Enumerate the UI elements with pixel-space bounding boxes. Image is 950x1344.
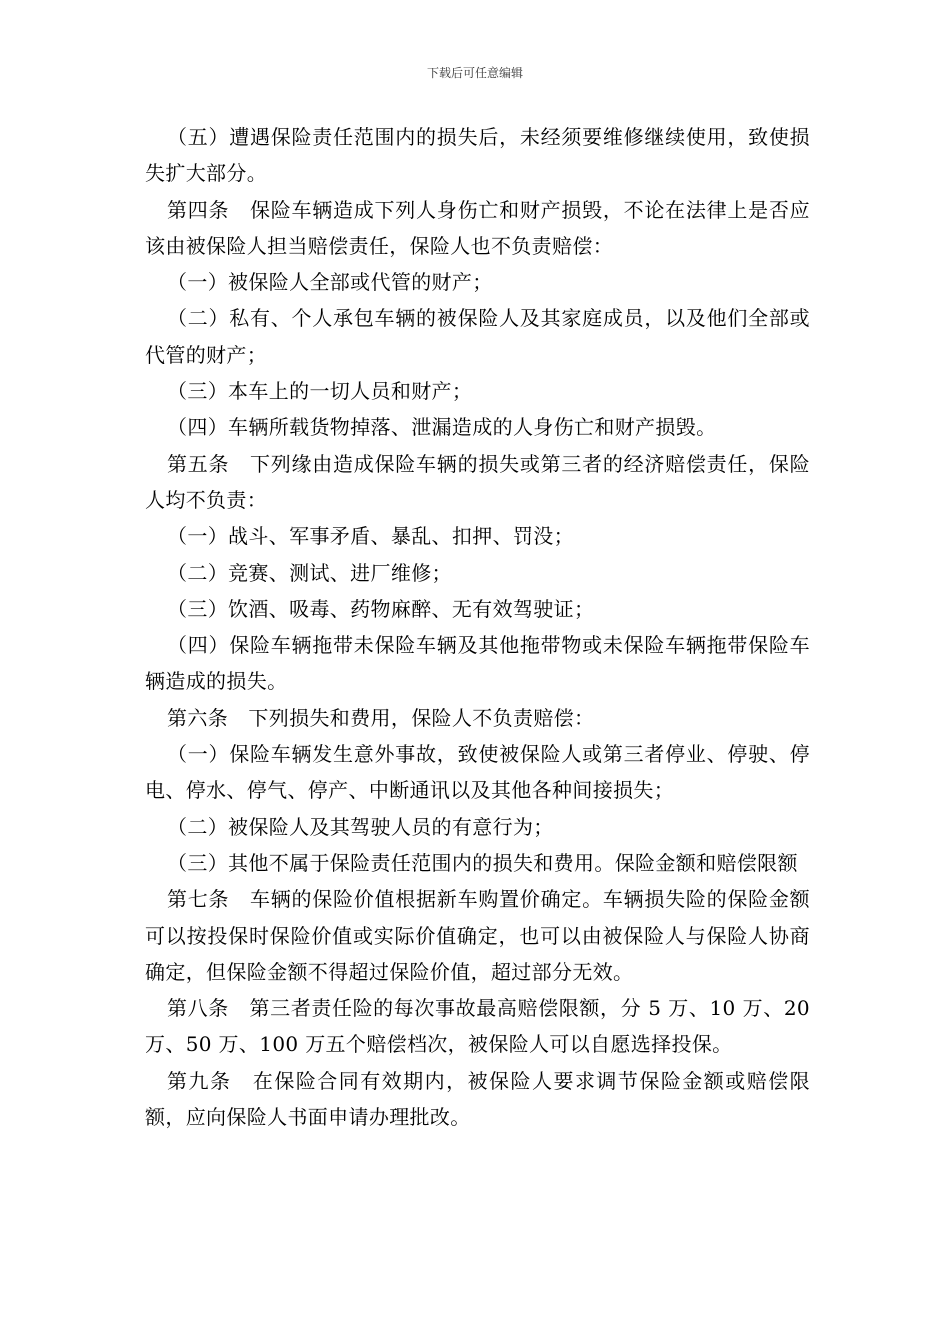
page-header: 下载后可任意编辑 — [426, 66, 523, 80]
paragraph-article-8: 第八条 第三者责任险的每次事故最高赔偿限额，分 5 万、10 万、20 万、50 万、100 万五个赔偿档次，被保险人可以自愿选择投保。 — [145, 996, 810, 1057]
paragraph-article-4-item-2: （二）私有、个人承包车辆的被保险人及其家庭成员，以及他们全部或代管的财产； — [145, 306, 810, 367]
paragraph-article-6-item-2: （二）被保险人及其驾驶人员的有意行为； — [167, 814, 554, 839]
paragraph-article-5-item-4: （四）保险车辆拖带未保险车辆及其他拖带物或未保险车辆拖带保险车辆造成的损失。 — [145, 633, 810, 694]
paragraph-article-6-item-3: （三）其他不属于保险责任范围内的损失和费用。保险金额和赔偿限额 — [167, 850, 798, 875]
paragraph-article-5-item-3: （三）饮酒、吸毒、药物麻醉、无有效驾驶证； — [167, 596, 595, 621]
paragraph-article-6-item-1: （一）保险车辆发生意外事故，致使被保险人或第三者停业、停驶、停电、停水、停气、停产、中断通讯以及其他各种间接损失； — [145, 742, 810, 803]
document-body — [145, 119, 810, 1135]
paragraph-article-5: 第五条 下列缘由造成保险车辆的损失或第三者的经济赔偿责任，保险人均不负责： — [145, 451, 810, 512]
paragraph-item-5: （五）遭遇保险责任范围内的损失后，未经须要维修继续使用，致使损失扩大部分。 — [145, 125, 810, 186]
paragraph-article-4: 第四条 保险车辆造成下列人身伤亡和财产损毁，不论在法律上是否应该由被保险人担当赔偿责任，保险人也不负责赔偿： — [145, 197, 810, 258]
paragraph-article-4-item-1: （一）被保险人全部或代管的财产； — [167, 270, 493, 295]
paragraph-article-5-item-2: （二）竞赛、测试、进厂维修； — [167, 560, 452, 585]
paragraph-article-4-item-3: （三）本车上的一切人员和财产； — [167, 379, 473, 404]
paragraph-article-6: 第六条 下列损失和费用，保险人不负责赔偿： — [167, 705, 595, 730]
paragraph-article-4-item-4: （四）车辆所载货物掉落、泄漏造成的人身伤亡和财产损毁。 — [167, 415, 717, 440]
paragraph-article-5-item-1: （一）战斗、军事矛盾、暴乱、扣押、罚没； — [167, 524, 574, 549]
paragraph-article-9: 第九条 在保险合同有效期内，被保险人要求调节保险金额或赔偿限额，应向保险人书面申请办理批改。 — [145, 1068, 810, 1130]
paragraph-article-7: 第七条 车辆的保险价值根据新车购置价确定。车辆损失险的保险金额可以按投保时保险价值或实际价值确定，也可以由被保险人与保险人协商确定，但保险金额不得超过保险价值，超过部分无效。 — [145, 887, 810, 984]
